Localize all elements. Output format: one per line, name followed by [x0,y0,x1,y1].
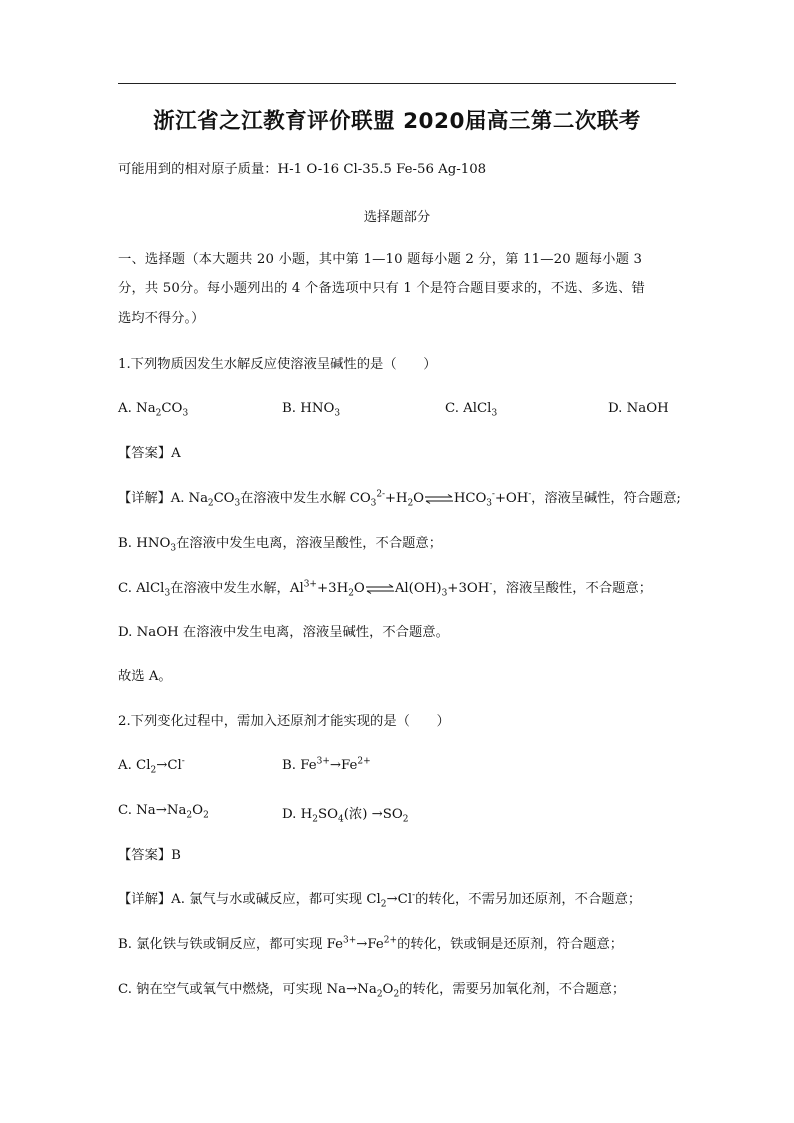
q1-option-d: D. NaOH [608,401,669,416]
q1-detail-d: D. NaOH 在溶液中发生电离，溶液呈碱性，不合题意。 [118,625,449,640]
section-title: 选择题部分 [363,210,431,225]
q1-option-c: C. AlCl$_3$ [445,401,498,419]
q2-option-d: D. $H_2SO_4$(浓) $\to SO_2$ [282,807,409,825]
intro-line-2: 分，共 50分。每小题列出的 4 个备选项中只有 1 个是符合题目要求的，不选、多选、错 [118,281,645,296]
atomic-mass-line: 可能用到的相对原子质量：H-1 O-16 Cl-35.5 Fe-56 Ag-108 [118,162,487,177]
equilibrium-arrow-icon [424,494,454,504]
q2-detail-b: B. 氯化铁与铁或铜反应，都可实现 $Fe^{3+}\to Fe^{2+}$的转化，铁或铜是还原剂，符合题意； [118,935,624,952]
q1-option-a: A. $Na_2CO_3$ [118,401,189,419]
q1-detail-c: C. AlCl$_3$在溶液中发生水解，$Al^{3+}+3H_2O$ $Al(OH)_3+3OH^-$，溶液呈酸性，不合题意； [118,579,653,599]
question-2-stem: 2.下列变化过程中，需加入还原剂才能实现的是（ ） [118,714,450,729]
q1-answer: 【答案】A [118,446,181,461]
intro-line-3: 选均不得分。） [118,311,205,326]
q2-detail-a: 【详解】A. 氯气与水或碱反应，都可实现 $Cl_2\to Cl^-$的转化，不需另加还原剂，不合题意； [118,890,642,910]
q1-option-b: B. $HNO_3$ [282,401,341,419]
q1-conclusion: 故选 A。 [118,669,172,684]
q2-option-a: A. $Cl_2\to Cl^-$ [118,756,185,776]
q2-answer: 【答案】B [118,848,181,863]
q1-detail-b: B. $HNO_3$在溶液中发生电离，溶液呈酸性，不合题意； [118,536,443,554]
q2-detail-c: C. 钠在空气或氧气中燃烧，可实现 $Na\to Na_2O_2$的转化，需要另加氧化剂，不合题意； [118,982,626,1000]
page-title: 浙江省之江教育评价联盟 2020届高三第二次联考 [153,109,641,134]
intro-line-1: 一、选择题（本大题共 20 小题，其中第 1—10 题每小题 2 分，第 11—20 题每小题 3 [118,252,643,267]
q2-option-c: C. $Na\to Na_2O_2$ [118,803,209,821]
header-rule [118,83,676,84]
q1-detail-a: 【详解】A. $Na_2CO_3$在溶液中发生水解 $CO_3^{2-}+H_2O$ $HCO_3^-+OH^-$，溶液呈碱性，符合题意; [118,489,681,509]
question-1-stem: 1.下列物质因发生水解反应使溶液呈碱性的是（ ） [118,357,437,372]
equilibrium-arrow-icon [365,584,395,594]
q2-option-b: B. $Fe^{3+}\to Fe^{2+}$ [282,756,371,773]
